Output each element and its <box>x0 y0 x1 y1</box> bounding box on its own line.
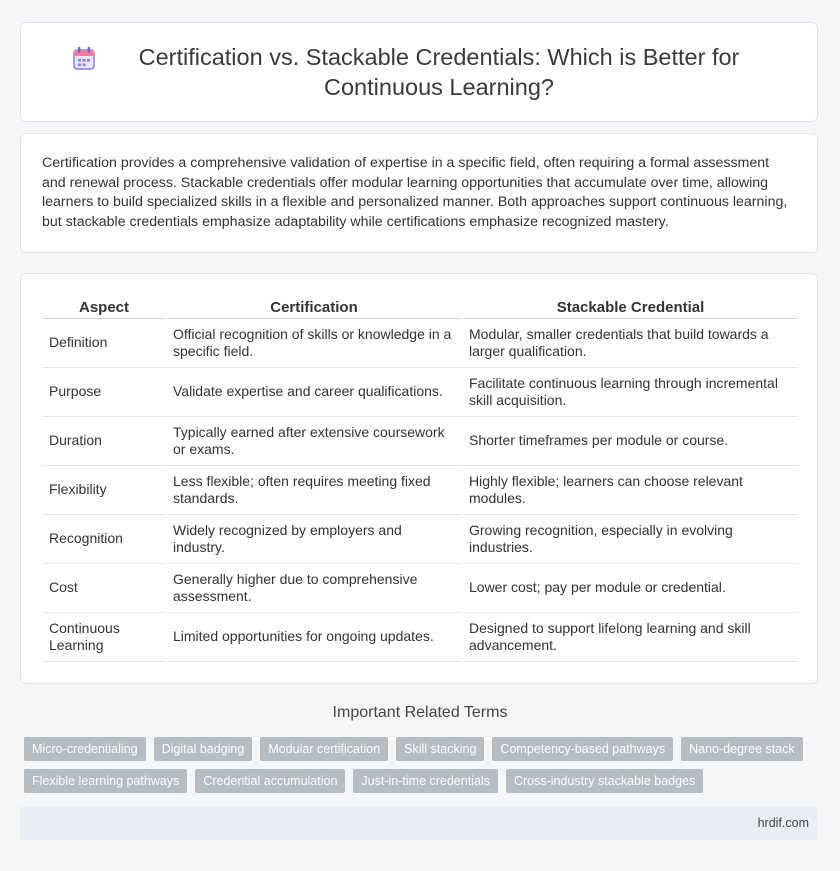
table-header-row <box>43 296 798 319</box>
table-row <box>43 417 798 466</box>
table-row <box>43 564 798 613</box>
tag-micro-credentialing[interactable]: Micro-credentialing <box>24 737 146 761</box>
comparison-table <box>43 296 798 662</box>
row-aspect: Continuous Learning <box>43 613 166 662</box>
row-aspect: Purpose <box>43 368 166 417</box>
tag-cross-industry-stackable-badges[interactable]: Cross-industry stackable badges <box>506 769 703 793</box>
title-card <box>20 22 818 122</box>
related-terms-title: Important Related Terms <box>332 704 508 721</box>
row-aspect: Recognition <box>43 515 166 564</box>
table-row <box>43 613 798 662</box>
title-wrap <box>69 42 769 102</box>
footer-site-link[interactable]: hrdif.com <box>757 816 809 830</box>
calendar-icon <box>69 44 99 74</box>
row-certification: Typically earned after extensive coursework or exams. <box>166 417 462 466</box>
header-aspect: Aspect <box>43 296 166 319</box>
row-stackable: Shorter timeframes per module or course. <box>462 417 798 466</box>
tag-just-in-time-credentials[interactable]: Just-in-time credentials <box>353 769 498 793</box>
row-stackable: Designed to support lifelong learning and skill advancement. <box>462 613 798 662</box>
page-title: Certification vs. Stackable Credentials: Which is Better for Continuous Learning? <box>138 44 740 100</box>
tag-competency-based-pathways[interactable]: Competency-based pathways <box>492 737 673 761</box>
comparison-table-card <box>20 273 818 684</box>
row-stackable: Highly flexible; learners can choose relevant modules. <box>462 466 798 515</box>
row-stackable: Growing recognition, especially in evolving industries. <box>462 515 798 564</box>
row-certification: Official recognition of skills or knowledge in a specific field. <box>166 319 462 368</box>
table-row <box>43 515 798 564</box>
row-certification: Less flexible; often requires meeting fixed standards. <box>166 466 462 515</box>
table-row <box>43 466 798 515</box>
row-aspect: Cost <box>43 564 166 613</box>
table-row <box>43 319 798 368</box>
row-aspect: Flexibility <box>43 466 166 515</box>
header-certification: Certification <box>166 296 462 319</box>
row-certification: Validate expertise and career qualifications. <box>166 368 462 417</box>
footer <box>20 807 818 840</box>
row-certification: Generally higher due to comprehensive assessment. <box>166 564 462 613</box>
table-row <box>43 368 798 417</box>
row-stackable: Facilitate continuous learning through incremental skill acquisition. <box>462 368 798 417</box>
tag-digital-badging[interactable]: Digital badging <box>154 737 253 761</box>
row-aspect: Duration <box>43 417 166 466</box>
row-certification: Limited opportunities for ongoing updates. <box>166 613 462 662</box>
tag-credential-accumulation[interactable]: Credential accumulation <box>195 769 345 793</box>
tag-skill-stacking[interactable]: Skill stacking <box>396 737 484 761</box>
row-stackable: Modular, smaller credentials that build towards a larger qualification. <box>462 319 798 368</box>
tag-flexible-learning-pathways[interactable]: Flexible learning pathways <box>24 769 187 793</box>
intro-card <box>20 133 818 253</box>
related-terms-tags <box>24 737 814 793</box>
row-certification: Widely recognized by employers and industry. <box>166 515 462 564</box>
row-aspect: Definition <box>43 319 166 368</box>
intro-paragraph: Certification provides a comprehensive validation of expertise in a specific field, often requiring a formal assessment and renewal process. Stackable credentials offer modular learning opportunities that accumulate over time, allowing learners to build specialized skills in a flexible and personalized manner. Both approaches support continuous learning, but stackable credentials emphasize adaptability while certifications emphasize recognized mastery. <box>42 155 788 230</box>
tag-modular-certification[interactable]: Modular certification <box>260 737 388 761</box>
header-stackable-credential: Stackable Credential <box>462 296 798 319</box>
row-stackable: Lower cost; pay per module or credential. <box>462 564 798 613</box>
tag-nano-degree-stack[interactable]: Nano-degree stack <box>681 737 803 761</box>
